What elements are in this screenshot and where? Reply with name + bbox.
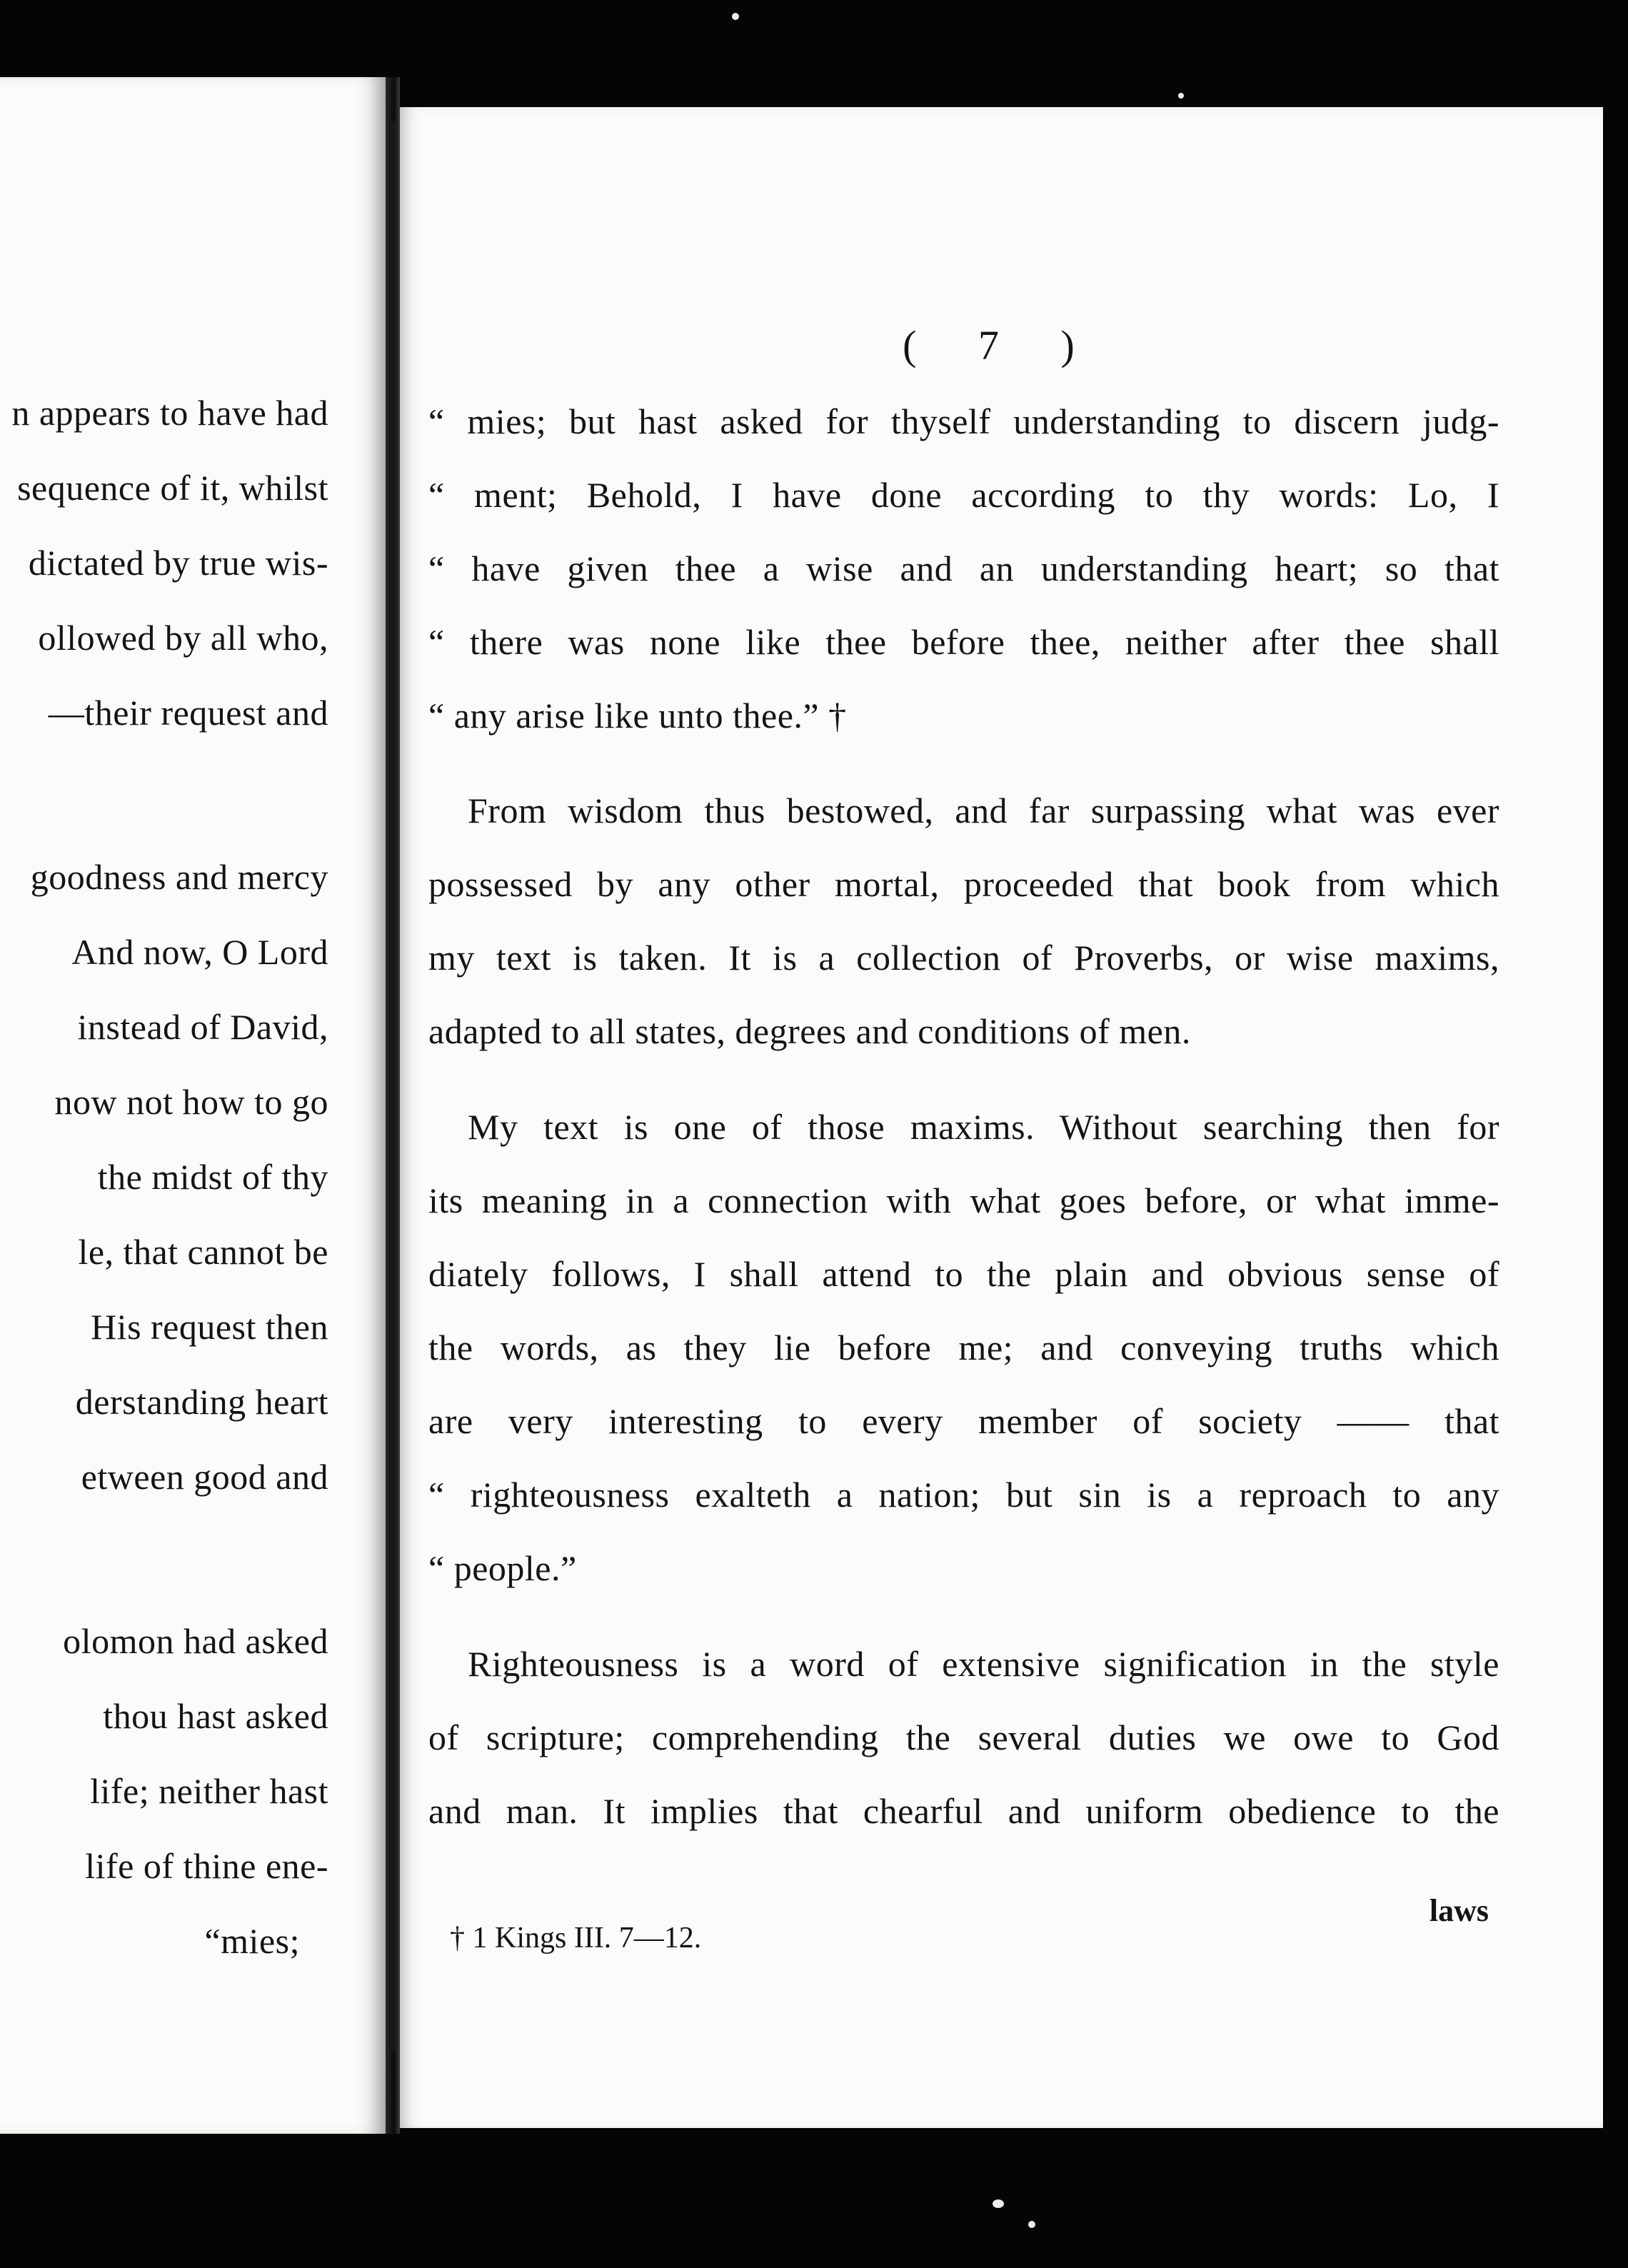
left-text-line: now not how to go — [54, 1082, 328, 1122]
right-text-line: are very interesting to every member of society —— that — [428, 1401, 1499, 1441]
scan-speck — [732, 13, 739, 20]
right-text-line: Righteousness is a word of extensive signification in the style — [468, 1644, 1499, 1684]
right-text-line: adapted to all states, degrees and conditions of men. — [428, 1011, 1191, 1051]
left-page — [0, 77, 386, 2134]
right-text-line: my text is taken. It is a collection of Proverbs, or wise maxims, — [428, 938, 1499, 978]
left-text-line: sequence of it, whilst — [17, 468, 328, 508]
gutter-shadow — [391, 121, 396, 2049]
page-number: ( 7 ) — [903, 322, 1100, 368]
right-text-line: and man. It implies that chearful and uniform obedience to the — [428, 1791, 1499, 1831]
scan-speck — [1178, 93, 1184, 99]
right-text-line: of scripture; comprehending the several duties we owe to God — [428, 1717, 1499, 1757]
right-text-line: “ people.” — [428, 1548, 577, 1588]
right-text-line: My text is one of those maxims. Without searching then for — [468, 1107, 1499, 1147]
right-text-line: “ mies; but hast asked for thyself understanding to discern judg- — [428, 401, 1499, 441]
right-text-line: its meaning in a connection with what goes before, or what imme- — [428, 1180, 1499, 1220]
right-text-line: From wisdom thus bestowed, and far surpassing what was ever — [468, 791, 1499, 831]
catchword: laws — [1429, 1893, 1489, 1928]
scan-speck — [993, 2199, 1004, 2208]
left-text-line: the midst of thy — [97, 1157, 328, 1197]
left-text-line: le, that cannot be — [78, 1232, 328, 1272]
right-text-line: “ any arise like unto thee.” † — [428, 696, 847, 736]
left-text-line: derstanding heart — [75, 1382, 328, 1422]
right-text-line: diately follows, I shall attend to the plain and obvious sense of — [428, 1254, 1499, 1294]
right-text-line: “ there was none like thee before thee, neither after thee shall — [428, 622, 1499, 662]
left-text-line: dictated by true wis- — [28, 543, 328, 583]
right-page — [400, 107, 1603, 2128]
left-text-line: etween good and — [81, 1457, 328, 1497]
right-text-line: “ righteousness exalteth a nation; but sin is a reproach to any — [428, 1475, 1499, 1515]
footnote: † 1 Kings III. 7—12. — [450, 1922, 702, 1955]
left-text-line: ollowed by all who, — [38, 618, 328, 658]
left-catchword: “mies; — [204, 1921, 300, 1961]
left-text-line: thou hast asked — [103, 1696, 328, 1736]
right-text-line: possessed by any other mortal, proceeded that book from which — [428, 864, 1499, 904]
left-text-line: n appears to have had — [11, 393, 328, 433]
right-text-line: the words, as they lie before me; and conveying truths which — [428, 1328, 1499, 1368]
left-text-line: —their request and — [48, 693, 328, 733]
left-text-line: olomon had asked — [63, 1621, 328, 1661]
scan-speck — [1028, 2221, 1035, 2228]
right-text-line: “ ment; Behold, I have done according to thy words: Lo, I — [428, 475, 1499, 515]
left-text-line: life; neither hast — [90, 1771, 328, 1811]
left-text-line: And now, O Lord — [71, 932, 328, 972]
right-text-line: “ have given thee a wise and an understanding heart; so that — [428, 548, 1499, 588]
left-text-line: goodness and mercy — [30, 857, 328, 897]
left-text-line: life of thine ene- — [85, 1846, 328, 1886]
left-text-line: His request then — [91, 1307, 328, 1347]
left-text-line: instead of David, — [77, 1007, 328, 1047]
